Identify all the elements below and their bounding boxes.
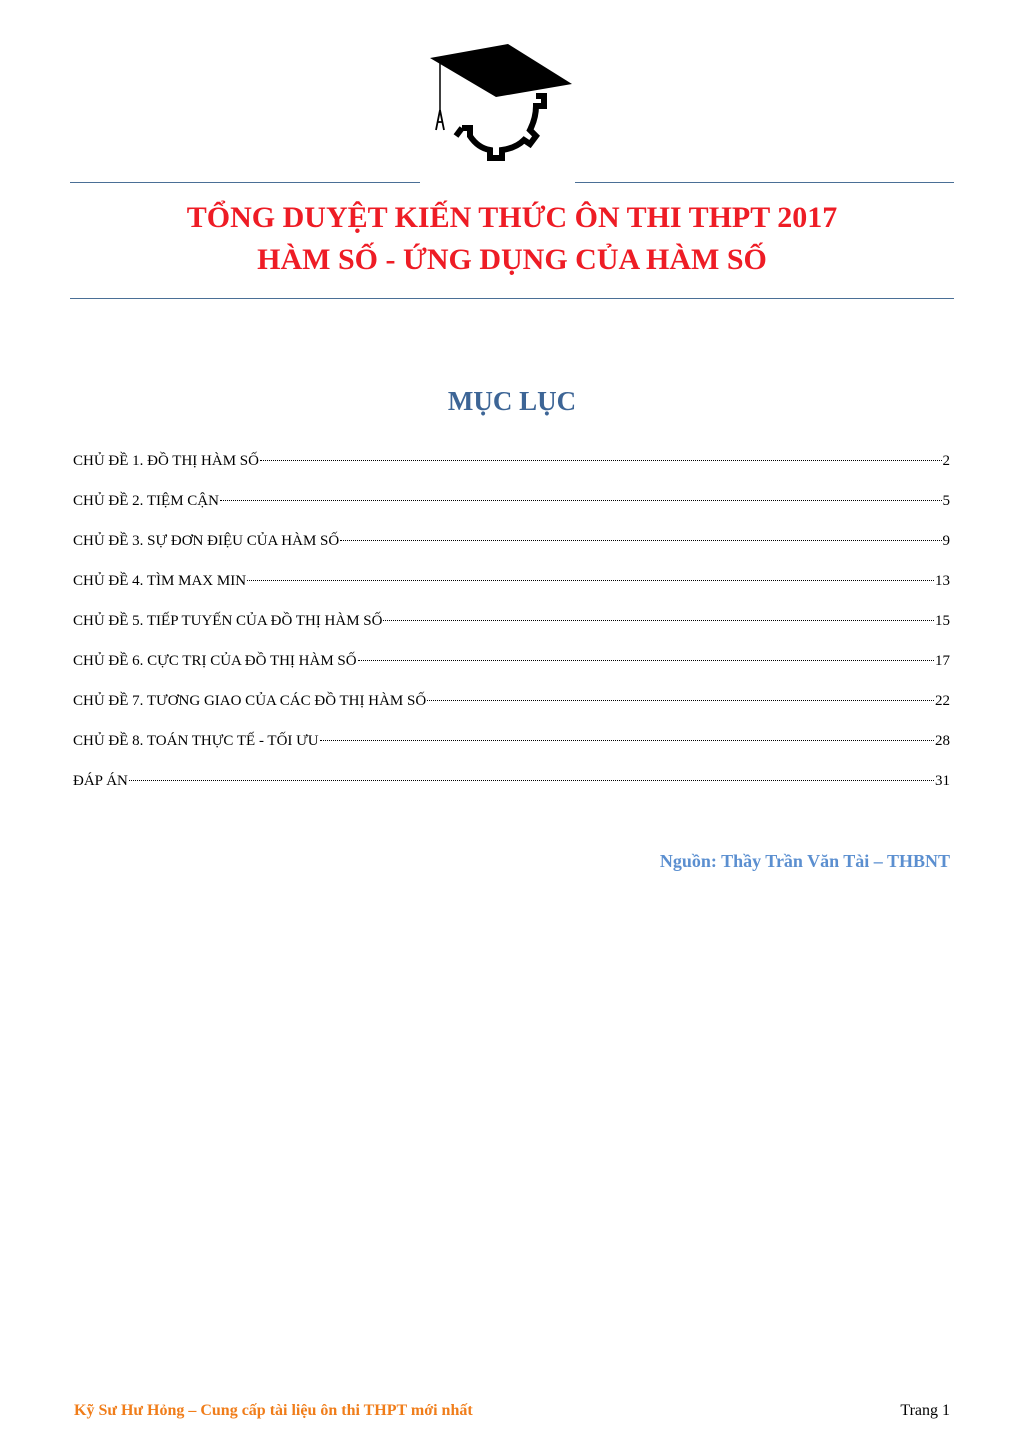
top-rule-left [70,182,420,183]
toc-item-page: 31 [935,773,950,789]
toc-leader-dots [220,500,942,501]
toc-item-page: 22 [935,693,950,709]
toc-item-label: CHỦ ĐỀ 6. CỰC TRỊ CỦA ĐỒ THỊ HÀM SỐ [73,653,357,669]
toc-item-page: 28 [935,733,950,749]
toc-item-page: 9 [942,533,950,549]
toc-item[interactable] [73,690,950,730]
toc-item[interactable] [73,770,950,810]
toc-leader-dots [260,460,942,461]
toc-leader-dots [383,620,934,621]
toc-item[interactable] [73,650,950,690]
toc-leader-dots [247,580,934,581]
toc-heading: MỤC LỤC [447,386,577,416]
toc-item[interactable] [73,570,950,610]
toc-leader-dots [427,700,934,701]
footer-publisher: Kỹ Sư Hư Hỏng – Cung cấp tài liệu ôn thi THPT mới nhất [74,1402,473,1419]
toc-item-label: ĐÁP ÁN [73,773,128,789]
toc-item[interactable] [73,450,950,490]
bottom-rule [70,298,954,299]
toc-leader-dots [358,660,934,661]
document-title-line1: TỔNG DUYỆT KIẾN THỨC ÔN THI THPT 2017 [186,201,838,234]
toc-item[interactable] [73,730,950,770]
top-rule-right [575,182,954,183]
graduation-cap-gear-icon [426,40,578,170]
document-title-line2: HÀM SỐ - ỨNG DỤNG CỦA HÀM SỐ [257,243,767,276]
toc-item-label: CHỦ ĐỀ 5. TIẾP TUYẾN CỦA ĐỒ THỊ HÀM SỐ [73,613,383,629]
toc-leader-dots [320,740,934,741]
toc-item-page: 17 [935,653,950,669]
toc-leader-dots [129,780,934,781]
toc-item-label: CHỦ ĐỀ 7. TƯƠNG GIAO CỦA CÁC ĐỒ THỊ HÀM SỐ [73,693,427,709]
toc-item-label: CHỦ ĐỀ 3. SỰ ĐƠN ĐIỆU CỦA HÀM SỐ [73,533,340,549]
toc-item-page: 2 [942,453,950,469]
toc-item-label: CHỦ ĐỀ 2. TIỆM CẬN [73,493,219,509]
toc-item-label: CHỦ ĐỀ 1. ĐỒ THỊ HÀM SỐ [73,453,259,469]
toc-item-label: CHỦ ĐỀ 4. TÌM MAX MIN [73,573,247,589]
toc-item-label: CHỦ ĐỀ 8. TOÁN THỰC TẾ - TỐI ƯU [73,733,319,749]
toc-item-page: 13 [935,573,950,589]
toc-item[interactable] [73,490,950,530]
page-number: Trang 1 [900,1402,950,1419]
toc-leader-dots [340,540,941,541]
toc-item[interactable] [73,610,950,650]
toc-item-page: 15 [935,613,950,629]
table-of-contents [73,450,950,810]
toc-item[interactable] [73,530,950,570]
source-credit: Nguồn: Thầy Trần Văn Tài – THBNT [659,851,950,871]
toc-item-page: 5 [942,493,950,509]
